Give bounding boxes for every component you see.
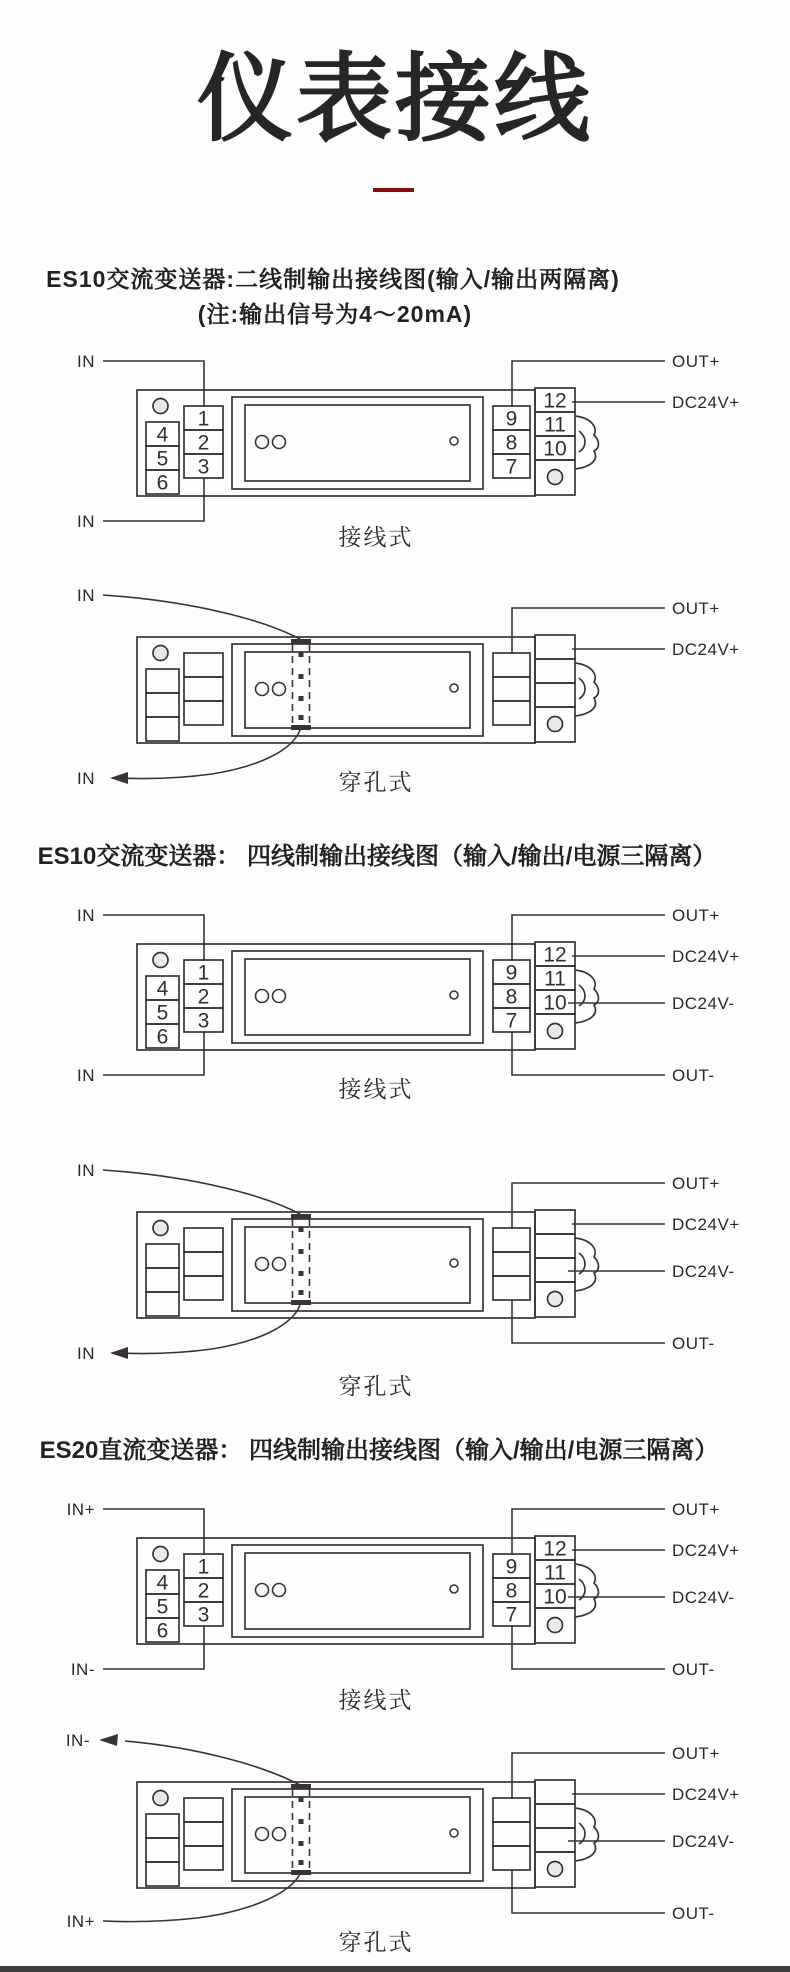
mount-hole-top-left: [153, 1547, 168, 1562]
terminal-number-7: 7: [505, 1603, 518, 1627]
input-top-label: IN: [77, 586, 95, 605]
terminal-cell-11: [535, 659, 575, 683]
label-window-outer: [232, 1789, 483, 1881]
wires: [103, 361, 665, 521]
terminal-cell-7: [493, 701, 530, 725]
window-hole-1: [256, 436, 269, 449]
terminal-cell-9: [493, 653, 530, 677]
diagram-es20-4wire-wired: [0, 1490, 790, 1730]
terminal-number-3: 3: [197, 1009, 210, 1033]
mount-hole-top-left: [153, 953, 168, 968]
wire-input-top-curve: [103, 1170, 300, 1214]
label-window-outer: [232, 397, 483, 489]
terminal-cell: [184, 1822, 223, 1846]
din-clip-inner: [579, 678, 585, 699]
arrowhead-out: [110, 772, 128, 784]
terminal-cell: [184, 1798, 223, 1822]
dc24v-minus-label: DC24V-: [672, 994, 735, 1013]
window-hole-2: [273, 1258, 286, 1271]
label-window-outer: [232, 644, 483, 736]
terminal-number-8: 8: [505, 1579, 518, 1603]
terminal-number-6: 6: [156, 471, 169, 495]
terminal-cell-10: [535, 1258, 575, 1282]
terminal-cell: [184, 1228, 223, 1252]
signal-labels: [66, 1731, 740, 1931]
terminal-cell: [146, 717, 179, 741]
window-hole-1: [256, 1584, 269, 1597]
input-top-label: IN-: [65, 1731, 90, 1750]
signal-labels: [77, 906, 740, 1085]
terminal-cell-10: [535, 1828, 575, 1852]
terminal-number-10: 10: [543, 437, 567, 461]
input-bottom-label: IN: [77, 769, 95, 788]
device-body: [137, 1210, 599, 1318]
terminal-cell: [146, 1292, 179, 1316]
section3-heading: ES20直流变送器： 四线制输出接线图（输入/输出/电源三隔离）: [39, 1437, 719, 1464]
input-top-label: IN: [77, 352, 95, 371]
wire-input-bottom: [103, 1032, 204, 1075]
terminal-cell-9: [493, 1228, 530, 1252]
window-hole-3: [450, 1259, 458, 1267]
wires: [103, 1509, 665, 1669]
slot-cap-bottom: [291, 1300, 311, 1305]
terminal-cell: [184, 1276, 223, 1300]
dc24v-plus-label: DC24V+: [672, 947, 740, 966]
terminal-cell-7: [493, 1276, 530, 1300]
terminal-number-2: 2: [197, 431, 210, 455]
terminal-cell-11: [535, 1234, 575, 1258]
mount-hole-top-left: [153, 1221, 168, 1236]
diagram-es10-2wire-through: [0, 570, 790, 810]
terminal-cell: [146, 1838, 179, 1862]
terminal-number-12: 12: [543, 389, 567, 413]
signal-labels: [77, 586, 740, 788]
terminal-number-9: 9: [505, 1555, 518, 1579]
device-body: [137, 1780, 599, 1888]
out-plus-label: OUT+: [672, 352, 720, 371]
terminal-number-6: 6: [156, 1025, 169, 1049]
out-plus-label: OUT+: [672, 1174, 720, 1193]
out-plus-label: OUT+: [672, 906, 720, 925]
mount-hole-top-left: [153, 1791, 168, 1806]
window-hole-2: [273, 990, 286, 1003]
window-hole-3: [450, 437, 458, 445]
input-top-label: IN+: [66, 1500, 95, 1519]
slot-cap-top: [291, 639, 311, 644]
terminal-number-3: 3: [197, 455, 210, 479]
dc24v-plus-label: DC24V+: [672, 1541, 740, 1560]
out-minus-label: OUT-: [672, 1334, 715, 1353]
mount-hole-top-left: [153, 646, 168, 661]
din-clip-outer: [575, 416, 599, 469]
mount-hole-bottom-right: [548, 470, 563, 485]
window-hole-3: [450, 991, 458, 999]
terminal-number-8: 8: [505, 431, 518, 455]
wires: [103, 1170, 665, 1359]
dc24v-minus-label: DC24V-: [672, 1832, 735, 1851]
diagram-es10-2wire-wired: [0, 330, 790, 560]
wire-input-top: [103, 1509, 204, 1555]
terminal-number-10: 10: [543, 1585, 567, 1609]
terminal-cell: [146, 1268, 179, 1292]
diagram-caption: 接线式: [338, 524, 414, 550]
terminal-number-12: 12: [543, 943, 567, 967]
terminal-cell-12: [535, 1780, 575, 1804]
terminal-number-9: 9: [505, 407, 518, 431]
wire-input-bottom: [103, 1626, 204, 1669]
terminal-number-7: 7: [505, 1009, 518, 1033]
diagram-caption: 穿孔式: [338, 1929, 414, 1955]
terminal-number-11: 11: [544, 967, 566, 991]
input-bottom-label: IN-: [70, 1660, 95, 1679]
section1-heading-line2: (注:输出信号为4～20mA): [197, 301, 473, 327]
terminal-number-5: 5: [156, 447, 169, 471]
window-hole-3: [450, 1585, 458, 1593]
diagram-caption: 穿孔式: [338, 769, 414, 795]
terminal-number-2: 2: [197, 1579, 210, 1603]
terminal-number-6: 6: [156, 1619, 169, 1643]
terminal-cell: [146, 1814, 179, 1838]
wire-input-top-curve: [125, 1741, 300, 1785]
diagram-caption: 接线式: [338, 1076, 414, 1102]
din-clip-inner: [579, 431, 585, 452]
out-plus-label: OUT+: [672, 1744, 720, 1763]
dc24v-plus-label: DC24V+: [672, 1215, 740, 1234]
arrowhead-out: [99, 1734, 118, 1746]
terminal-cell-7: [493, 1846, 530, 1870]
din-clip-outer: [575, 1564, 599, 1617]
window-hole-2: [273, 1584, 286, 1597]
terminal-number-7: 7: [505, 455, 518, 479]
input-top-label: IN: [77, 1161, 95, 1180]
diagram-caption: 穿孔式: [338, 1373, 414, 1399]
terminal-cell-8: [493, 1252, 530, 1276]
page-title: 仪表接线: [197, 46, 593, 153]
terminal-number-5: 5: [156, 1001, 169, 1025]
terminal-cell-11: [535, 1804, 575, 1828]
slot-cap-bottom: [291, 725, 311, 730]
mount-hole-bottom-right: [548, 717, 563, 732]
din-clip-outer: [575, 970, 599, 1023]
terminal-cell: [184, 677, 223, 701]
signal-labels: [77, 352, 740, 531]
window-hole-1: [256, 990, 269, 1003]
mount-hole-bottom-right: [548, 1618, 563, 1633]
next-section-edge: [0, 1966, 790, 1972]
signal-labels: [77, 1161, 740, 1363]
terminal-number-1: 1: [197, 407, 210, 431]
terminal-cell: [184, 701, 223, 725]
terminal-number-8: 8: [505, 985, 518, 1009]
label-window-outer: [232, 1219, 483, 1311]
wire-input-bottom: [103, 478, 204, 521]
window-hole-1: [256, 1258, 269, 1271]
terminal-cell: [184, 653, 223, 677]
window-hole-1: [256, 683, 269, 696]
terminal-number-12: 12: [543, 1537, 567, 1561]
din-clip-outer: [575, 1238, 599, 1291]
wires: [103, 915, 665, 1075]
terminal-cell: [146, 1862, 179, 1886]
window-hole-3: [450, 1829, 458, 1837]
dc24v-plus-label: DC24V+: [672, 640, 740, 659]
terminal-cell: [184, 1846, 223, 1870]
mount-hole-bottom-right: [548, 1292, 563, 1307]
din-clip-outer: [575, 1808, 599, 1861]
slot-cap-bottom: [291, 1870, 311, 1875]
mount-hole-bottom-right: [548, 1024, 563, 1039]
diagram-es20-4wire-through: [0, 1720, 790, 1965]
terminal-number-4: 4: [156, 977, 169, 1001]
wire-input-top: [103, 361, 204, 407]
arrowhead-out: [110, 1347, 128, 1359]
terminal-cell-12: [535, 1210, 575, 1234]
wire-input-top-curve: [103, 595, 300, 639]
out-minus-label: OUT-: [672, 1066, 715, 1085]
terminal-number-9: 9: [505, 961, 518, 985]
input-bottom-label: IN: [77, 512, 95, 531]
window-hole-2: [273, 1828, 286, 1841]
device-body: [137, 635, 599, 743]
terminal-cell-8: [493, 1822, 530, 1846]
terminal-number-11: 11: [544, 413, 566, 437]
terminal-number-1: 1: [197, 961, 210, 985]
terminal-number-4: 4: [156, 1571, 169, 1595]
terminal-cell-10: [535, 683, 575, 707]
slot-cap-top: [291, 1784, 311, 1789]
dc24v-minus-label: DC24V-: [672, 1262, 735, 1281]
terminal-number-4: 4: [156, 423, 169, 447]
mount-hole-top-left: [153, 399, 168, 414]
din-clip-outer: [575, 663, 599, 716]
terminal-cell: [146, 693, 179, 717]
input-bottom-label: IN: [77, 1344, 95, 1363]
accent-divider: [373, 188, 414, 192]
input-top-label: IN: [77, 906, 95, 925]
terminal-number-11: 11: [544, 1561, 566, 1585]
slot-cap-top: [291, 1214, 311, 1219]
window-hole-2: [273, 436, 286, 449]
out-minus-label: OUT-: [672, 1660, 715, 1679]
window-hole-2: [273, 683, 286, 696]
window-hole-3: [450, 684, 458, 692]
terminal-cell: [146, 669, 179, 693]
terminal-number-10: 10: [543, 991, 567, 1015]
terminal-number-3: 3: [197, 1603, 210, 1627]
terminal-cell-9: [493, 1798, 530, 1822]
wire-input-top: [103, 915, 204, 961]
terminal-number-2: 2: [197, 985, 210, 1009]
terminal-cell: [184, 1252, 223, 1276]
terminal-number-5: 5: [156, 1595, 169, 1619]
input-bottom-label: IN+: [66, 1912, 95, 1931]
terminal-cell: [146, 1244, 179, 1268]
diagram-es10-4wire-through: [0, 1150, 790, 1410]
section1-heading-line1: ES10交流变送器:二线制输出接线图(输入/输出两隔离): [46, 266, 620, 292]
terminal-number-1: 1: [197, 1555, 210, 1579]
out-plus-label: OUT+: [672, 1500, 720, 1519]
label-window-outer: [232, 951, 483, 1043]
terminal-cell-12: [535, 635, 575, 659]
out-plus-label: OUT+: [672, 599, 720, 618]
label-window-outer: [232, 1545, 483, 1637]
out-minus-label: OUT-: [672, 1904, 715, 1923]
diagram-es10-4wire-wired: [0, 895, 790, 1115]
dc24v-plus-label: DC24V+: [672, 393, 740, 412]
dc24v-plus-label: DC24V+: [672, 1785, 740, 1804]
window-hole-1: [256, 1828, 269, 1841]
diagram-caption: 接线式: [338, 1687, 414, 1713]
terminal-cell-8: [493, 677, 530, 701]
mount-hole-bottom-right: [548, 1862, 563, 1877]
section2-heading: ES10交流变送器： 四线制输出接线图（输入/输出/电源三隔离）: [37, 843, 717, 870]
wires: [103, 595, 665, 784]
input-bottom-label: IN: [77, 1066, 95, 1085]
dc24v-minus-label: DC24V-: [672, 1588, 735, 1607]
